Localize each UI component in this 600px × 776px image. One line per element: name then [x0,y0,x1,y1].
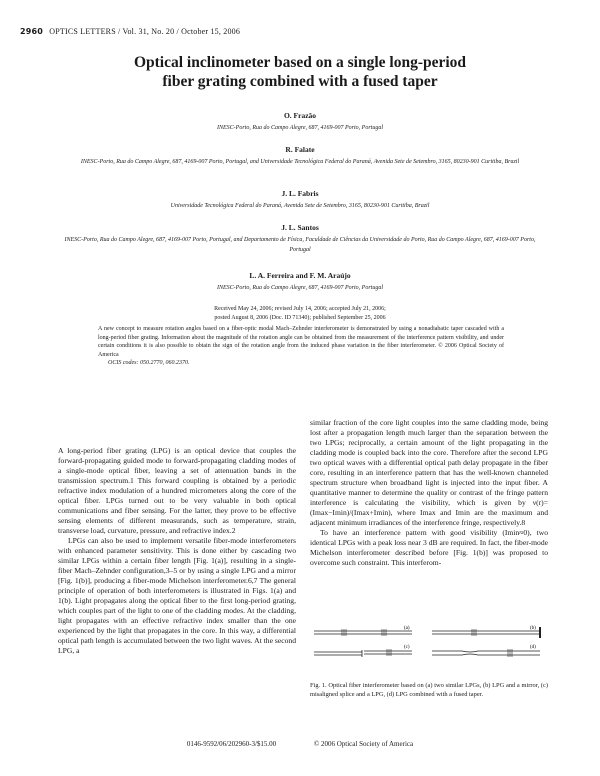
ocis-codes: OCIS codes: 050.2770, 060.2370. [108,360,190,367]
figure-label: (b) [530,626,536,631]
title-line-1: Optical inclinometer based on a single long-period [133,54,467,71]
author-name: O. Frazão [283,111,317,120]
body-paragraph: A long-period fiber grating (LPG) is an optical device that couples the forward-propagating guided mode to forward-propagating cladding modes of a single-mode optical fiber, leaving a set of attenuation bands in the transmission spectrum.1 This forward coupling is obtained by a periodic refractive index modulation of a hundred micrometers along the core of the optical fiber. LPGs turned out to be very valuable in both optical communications and fiber sensing. For the latter, they prove to be effective sensing elements of different measurands, such as temperature, strain, transverse load, curvature, pressure, and refractive index.2 [58,446,296,535]
figure-label: (d) [530,645,536,650]
fiber-diagram-a [314,629,412,636]
page-number: 2960 [20,27,44,36]
author-name: J. L. Fabris [281,189,319,198]
author-name: J. L. Santos [281,223,319,232]
author-name: L. A. Ferreira and F. M. Araújo [249,271,351,280]
author-affiliation: INESC-Porto, Rua do Campo Alegre, 687, 4169-007 Porto, Portugal [217,125,383,131]
figure-1-diagram [312,624,546,670]
received-line-2: posted August 8, 2006 (Doc. ID 71340); published September 25, 2006 [214,314,386,321]
article-code: 0146-9592/06/202960-3/$15.00 [186,740,277,748]
abstract [98,325,504,368]
fiber-diagram-c [314,649,412,657]
running-header [20,27,240,36]
paper-title [60,53,540,91]
fiber-diagram-b [432,627,540,638]
figure-label: (c) [404,645,410,650]
received-dates [90,305,510,323]
abstract-text: A new concept to measure rotation angles based on a fiber-optic modal Mach–Zehnder interferometer is demonstrated by using a nonadiabatic taper cascaded with a long-period fiber grating. Information about the magnitude of the rotation angle can be obtained from the measurement of the interference pattern visibility, and under certain conditions it is also possible to obtain the sign of the rotation angle from the induced phase variation in the fiber interferometer. © 2006 Optical Society of America [98,326,504,358]
figure-label: (a) [404,626,410,631]
title-line-2: fiber grating combined with a fused taper [162,73,438,90]
author-affiliation: INESC-Porto, Rua do Campo Alegre, 687, 4169-007 Porto, Portugal [217,285,383,291]
copyright-notice: © 2006 Optical Society of America [313,740,414,748]
body-paragraph: similar fraction of the core light couples into the same cladding mode, being lost after a propagation length much larger than the separation between the two LPGs; reciprocally, a certain amount of the light propagating in the cladding mode is coupled back into the core. Therefore after the second LPG two optical waves with a differential optical path delay propagate in the fiber core, resulting in an interference pattern that has the well-known channeled spectrum structure when broadband light is injected into the input fiber. A quantitative manner to determine the quality or contrast of the fringe pattern interference is calculating the visibility, which is given by ν(r)=(Imax−Imin)/(Imax+Imin), where Imax and Imin are the maximum and adjacent minimum irradiances of the interference fringe, respectively.8 [310,418,548,527]
received-line-1: Received May 24, 2006; revised July 14, 2006; accepted July 21, 2006; [214,306,386,312]
fiber-diagram-d [432,649,540,657]
author-affiliation: Universidade Tecnológica Federal do Paraná, Avenida Sete de Setembro, 3165, 80230-901 Curitiba, Brazil [170,203,430,209]
body-column-right [310,418,548,568]
body-paragraph: To have an interference pattern with good visibility (Imin≈0), two identical LPGs with a peak loss near 3 dB are required. In fact, the fiber-mode Michelson interferometer described before [Fig. 1(b)] was proposed to overcome such constraint. This interferom- [310,528,548,567]
body-column-left [58,446,296,656]
page-footer [0,740,600,748]
author-affiliation: INESC-Porto, Rua do Campo Alegre, 687, 4169-007 Porto, Portugal, and Universidade Tecnológica Federal do Paraná, Avenida Sete de Setembro, 3165, 80230-901 Curitiba, Brazil [80,159,520,165]
body-paragraph: LPGs can also be used to implement versatile fiber-mode interferometers with enhanced parameter sensitivity. This is done either by cascading two similar LPGs within a certain fiber length [Fig. 1(a)], resulting in a single-fiber Mach–Zehnder configuration,3–5 or by using a single LPG and a mirror [Fig. 1(b)], producing a fiber-mode Michelson interferometer.6,7 The general principle of operation of both interferometers is illustrated in Figs. 1(a) and 1(b). Light propagates along the optical fiber to the first long-period grating, which couples part of the light to one of the cladding modes. At the cladding, light propagates with an effective refractive index smaller than the one experienced by the light that propagates in the core. In this way, a differential optical path length is accumulated between the two light waves. At the second LPG, a [58,536,296,655]
author-affiliation: INESC-Porto, Rua do Campo Alegre, 687, 4169-007 Porto, Portugal, and Departamento de Física, Faculdade de Ciências da Universidade do Porto, Rua do Campo Alegre, 687, 4169-007 Porto, Portugal [64,237,536,253]
figure-caption: Fig. 1. Optical fiber interferometer based on (a) two similar LPGs, (b) LPG and a mirror, (c) misaligned splice and a LPG, (d) LPG combined with a fused taper. [310,682,548,698]
author-name: R. Falate [285,145,315,154]
journal-info: OPTICS LETTERS / Vol. 31, No. 20 / October 15, 2006 [49,27,241,36]
